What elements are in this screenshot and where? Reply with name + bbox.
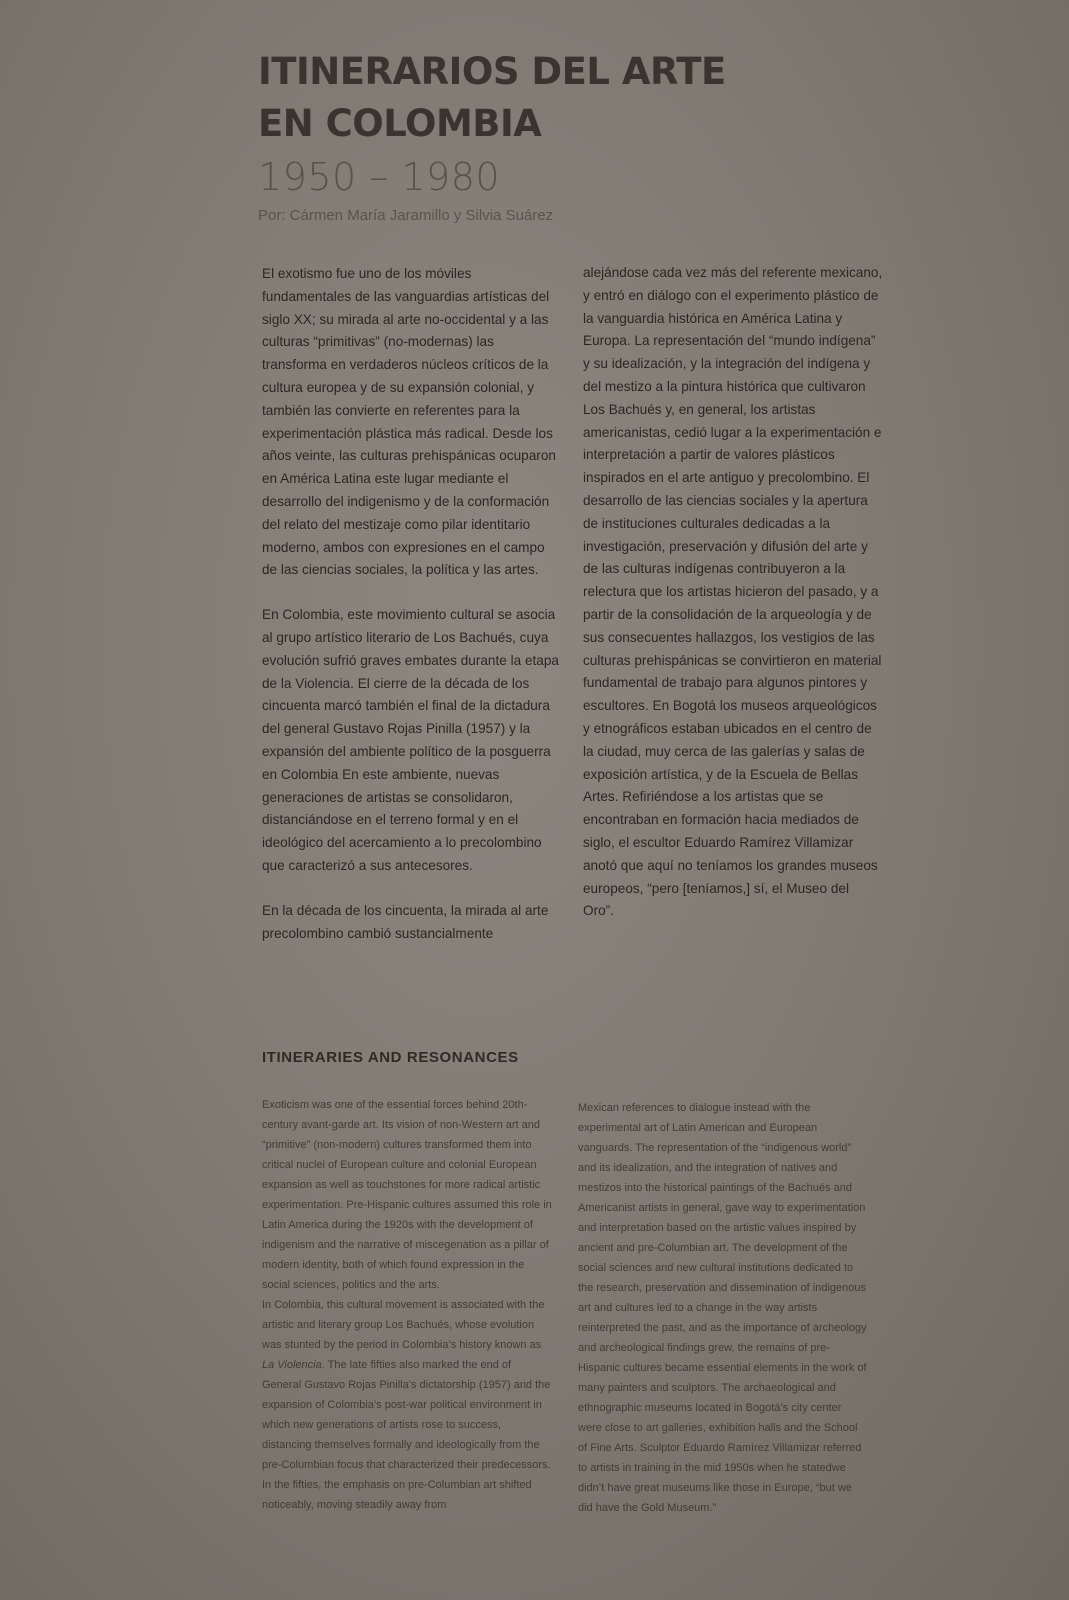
english-paragraph — [262, 1295, 552, 1515]
english-italic-term: La Violencia — [262, 1359, 322, 1371]
spanish-paragraph: alejándose cada vez más del referente mexicano, y entró en diálogo con el experimento plástico de la vanguardia histórica en América Latina y Europa. La representación del “mundo indígena” y su idealización, y la integración del indígena y del mestizo a la pintura histórica que cultivaron Los Bachués y, en general, los artistas americanistas, cedió lugar a la experimentación e interpretación a partir de valores plásticos inspirados en el arte antiguo y precolombino. El desarrollo de las ciencias sociales y la apertura de instituciones culturales dedicadas a la investigación, preservación y difusión del arte y de las culturas indígenas contribuyeron a la relectura que los artistas hicieron del pasado, y a partir de la consolidación de la arqueología y de sus consecuentes hallazgos, los vestigios de las culturas prehispánicas se convirtieron en material fundamental de trabajo para algunos pintores y escultores. En Bogotá los museos arqueológicos y etnográficos estaban ubicados en el centro de la ciudad, muy cerca de las galerías y salas de exposición artística, y de la Escuela de Bellas Artes. Refiriéndose a los artistas que se encontraban en formación hacia mediados de siglo, el escultor Eduardo Ramírez Villamizar anotó que aquí no teníamos los grandes museos europeos, “pero [teníamos,] sí, el Museo del Oro”. — [583, 265, 883, 919]
english-column-right — [578, 1098, 868, 1518]
english-paragraph: Exoticism was one of the essential forces behind 20th-century avant-garde art. Its vision of non-Western art and “primitive” (non-modern) cultures transformed them into critical nuclei of European culture and colonial European expansion as well as touchstones for more radical artistic experimentation. Pre-Hispanic cultures assumed this role in Latin America during the 1920s with the development of indigenism and the narrative of miscegenation as a pillar of modern identity, both of which found expression in the social sciences, politics and the arts. — [262, 1099, 552, 1291]
english-text: . The late fifties also marked the end of General Gustavo Rojas Pinilla’s dictatorship (1957) and the expansion of Colombia’s post-war political environment in which new generations of artists rose to success, distancing themselves formally and ideologically from the pre-Columbian focus that characterized their predecessors. In the fifties, the emphasis on pre-Columbian art shifted noticeably, moving steadily away from — [262, 1359, 551, 1511]
english-text: In Colombia, this cultural movement is associated with the artistic and literary group Los Bachués, whose evolution was stunted by the period in Colombia’s history known as — [262, 1299, 545, 1351]
spanish-paragraph: En Colombia, este movimiento cultural se asocia al grupo artístico literario de Los Bachués, cuya evolución sufrió graves embates durante la etapa de la Violencia. El cierre de la década de los cincuenta marcó también el final de la dictadura del general Gustavo Rojas Pinilla (1957) y la expansión del ambiente político de la posguerra en Colombia En este ambiente, nuevas generaciones de artistas se consolidaron, distanciándose en el terreno formal y en el ideológico del acercamiento a lo precolombino que caracterizó a sus antecesores. — [262, 607, 559, 873]
title-line-2: EN COLOMBIA — [258, 102, 542, 145]
title-line-1: ITINERARIOS DEL ARTE — [258, 50, 726, 93]
year-range: 1950 – 1980 — [258, 155, 501, 199]
english-paragraph: Mexican references to dialogue instead with the experimental art of Latin American and European vanguards. The representation of the “indigenous world” and its idealization, and the integration of natives and mestizos into the historical paintings of the Bachués and Americanist artists in general, gave way to experimentation and interpretation based on the artistic values inspired by ancient and pre-Columbian art. The development of the social sciences and new cultural institutions dedicated to the research, preservation and dissemination of indigenous art and cultures led to a change in the way artists reinterpreted the past, and as the importance of archeology and archeological findings grew, the remains of pre-Hispanic cultures became essential elements in the work of many painters and sculptors. The archaeological and ethnographic museums located in Bogotá’s city center were close to art galleries, exhibition halls and the School of Fine Arts. Sculptor Eduardo Ramírez Villamizar referred to artists in training in the mid 1950s when he statedwe didn’t have great museums like those in Europe, “but we did have the Gold Museum.” — [578, 1102, 867, 1514]
spanish-paragraph: En la década de los cincuenta, la mirada al arte precolombino cambió sustancialmente — [262, 902, 549, 941]
english-section-title: ITINERARIES AND RESONANCES — [262, 1049, 519, 1066]
authors-byline: Por: Cármen María Jaramillo y Silvia Suárez — [258, 207, 554, 224]
spanish-column-right — [583, 262, 883, 945]
spanish-column-left — [262, 263, 562, 967]
english-column-left — [262, 1095, 552, 1515]
spanish-paragraph: El exotismo fue uno de los móviles fundamentales de las vanguardias artísticas del siglo XX; su mirada al arte no-occidental y a las culturas “primitivas” (no-modernas) las transforma en verdaderos núcleos críticos de la cultura europea y de su expansión colonial, y también las convierte en referentes para la experimentación plástica más radical. Desde los años veinte, las culturas prehispánicas ocuparon en América Latina este lugar mediante el desarrollo del indigenismo y de la conformación del relato del mestizaje como pilar identitario moderno, ambos con expresiones en el campo de las ciencias sociales, la política y las artes. — [262, 266, 556, 578]
